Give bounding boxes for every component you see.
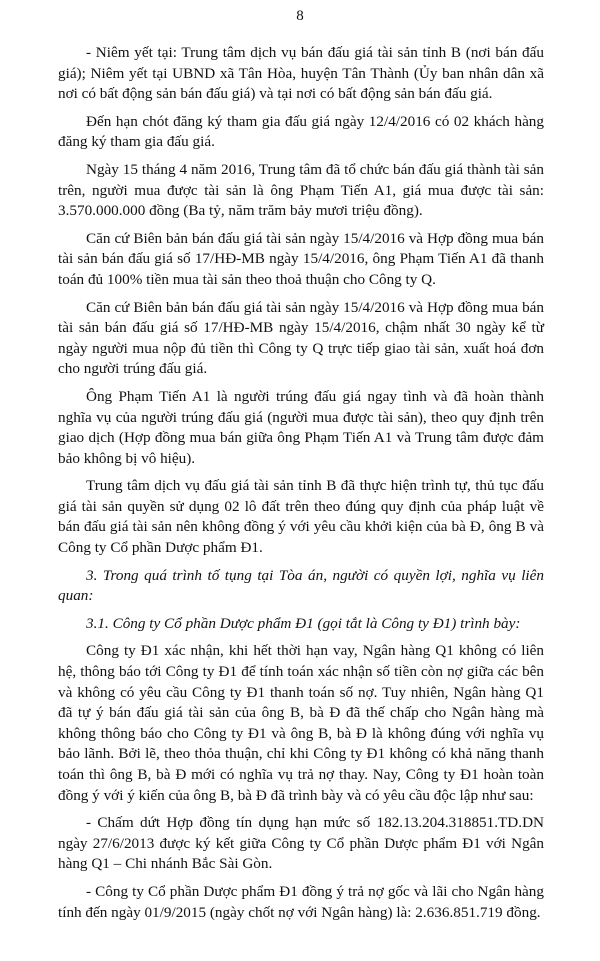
paragraph-handover-terms: Căn cứ Biên bản bán đấu giá tài sản ngày 15/4/2016 và Hợp đồng mua bán tài sản bán đấu giá số 17/HĐ-MB ngày 15/4/2016, chậm nhất 30 ngày kể từ ngày người mua nộp đủ tiền thì Công ty Q trực tiếp giao tài sản, xuất hoá đơn cho người trúng đấu giá. bbox=[58, 298, 544, 378]
paragraph-payment-confirmation: Căn cứ Biên bản bán đấu giá tài sản ngày 15/4/2016 và Hợp đồng mua bán tài sản bán đấu giá số 17/HĐ-MB ngày 15/4/2016, ông Phạm Tiến A1 đã thanh toán đủ 100% tiền mua tài sản theo thoả thuận cho Công ty Q. bbox=[58, 229, 544, 288]
paragraph-good-faith-buyer: Ông Phạm Tiến A1 là người trúng đấu giá ngay tình và đã hoàn thành nghĩa vụ của người trúng đấu giá (người mua được tài sản), theo quy định trên giao dịch (Hợp đồng mua bán giữa ông Phạm Tiến A1 và Trung tâm được đảm bảo không bị vô hiệu). bbox=[58, 387, 544, 467]
paragraph-auction-center-position: Trung tâm dịch vụ đấu giá tài sản tỉnh B đã thực hiện trình tự, thủ tục đấu giá tài sản quyền sử dụng 02 lô đất trên theo đúng quy định của pháp luật về bán đấu giá tài sản nên không đồng ý với yêu cầu khởi kiện của bà Đ, ông B và Công ty Cổ phần Dược phẩm Đ1. bbox=[58, 477, 544, 557]
paragraph-registration-deadline: Đến hạn chót đăng ký tham gia đấu giá ngày 12/4/2016 có 02 khách hàng đăng ký tham gia đấu giá. bbox=[58, 112, 544, 151]
paragraph-company-d1-statement: Công ty Đ1 xác nhận, khi hết thời hạn vay, Ngân hàng Q1 không có liên hệ, thông báo tới Công ty Đ1 để tính toán xác nhận số tiền còn nợ giữa các bên và không có yêu cầu Công ty Đ1 thanh toán số nợ. Tuy nhiên, Ngân hàng Q1 đã tự ý bán đấu giá tài sản của ông B, bà Đ đã thế chấp cho Ngân hàng mà không thông báo cho Công ty Đ1 và ông B, bà Đ là không đúng với nghĩa vụ bảo lãnh. Bởi lẽ, theo thỏa thuận, chỉ khi Công ty Đ1 không có khả năng thanh toán thì ông B, bà Đ mới có nghĩa vụ trả nợ thay. Nay, Công ty Đ1 hoàn toàn đồng ý với ý kiến của ông B, bà Đ đã trình bày và có yêu cầu độc lập như sau: bbox=[58, 642, 544, 804]
subsection-heading-company-d1: 3.1. Công ty Cổ phần Dược phẩm Đ1 (gọi tắt là Công ty Đ1) trình bày: bbox=[86, 614, 521, 632]
paragraph-request-terminate-contract: - Chấm dứt Hợp đồng tín dụng hạn mức số 182.13.204.318851.TD.DN ngày 27/6/2013 được ký kết giữa Công ty Cổ phần Dược phẩm Đ1 với Ngân hàng Q1 – Chi nhánh Bắc Sài Gòn. bbox=[58, 814, 544, 873]
page-number: 8 bbox=[296, 8, 304, 24]
paragraph-auction-result: Ngày 15 tháng 4 năm 2016, Trung tâm đã tổ chức bán đấu giá thành tài sản trên, người mua được tài sản là ông Phạm Tiến A1, giá mua được tài sản: 3.570.000.000 đồng (Ba tỷ, năm trăm bảy mươi triệu đồng). bbox=[58, 160, 544, 220]
paragraph-listing-notice: - Niêm yết tại: Trung tâm dịch vụ bán đấu giá tài sản tỉnh B (nơi bán đấu giá); Niêm yết tại UBND xã Tân Hòa, huyện Tân Thành (Ủy ban nhân dân xã nơi có bất động sản bán đấu giá) và tại nơi có bất động sản bán đấu giá. bbox=[58, 44, 544, 103]
document-body bbox=[58, 43, 544, 930]
paragraph-request-repay-debt: - Công ty Cổ phần Dược phẩm Đ1 đồng ý trả nợ gốc và lãi cho Ngân hàng tính đến ngày 01/9/2015 (ngày chốt nợ với Ngân hàng) là: 2.636.851.719 đồng. bbox=[58, 882, 544, 921]
section-heading-related-parties: 3. Trong quá trình tố tụng tại Tòa án, người có quyền lợi, nghĩa vụ liên quan: bbox=[58, 566, 544, 605]
